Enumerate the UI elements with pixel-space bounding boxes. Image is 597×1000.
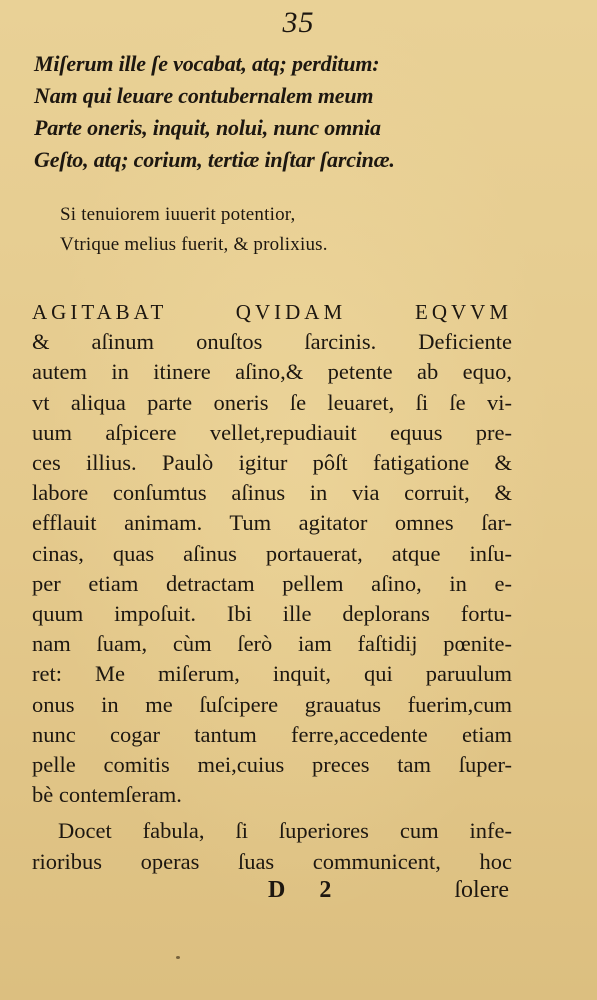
distich-line: Vtrique melius fuerit, & prolixius. — [60, 234, 328, 255]
fable-opening: AGITABAT QVIDAM EQVVM — [32, 300, 512, 324]
fable-line: per etiam detractam pellem aſino, in e- — [32, 570, 512, 596]
fable-line: vt aliqua parte oneris ſe leuaret, ſi ſe vi- — [32, 389, 512, 415]
distich-block — [60, 200, 328, 260]
moral-line: rioribus operas ſuas communicent, hoc — [32, 849, 512, 874]
fable-line: nam ſuam, cùm ſerò iam faſtidij pœnite- — [32, 631, 512, 657]
fable-text — [32, 297, 512, 810]
verse-line: Geſto, atq; corium, tertiæ inſtar ſarcinæ. — [34, 147, 395, 172]
page-footer — [0, 877, 597, 911]
paper-speck — [176, 956, 180, 959]
fable-line: cinas, quas aſinus portauerat, atque inſu- — [32, 540, 512, 566]
fable-line: bè contemſeram. — [32, 782, 182, 808]
fable-line: quum impoſuit. Ibi ille deplorans fortu- — [32, 601, 512, 627]
fable-line: efflauit animam. Tum agitator omnes ſar- — [32, 510, 512, 536]
fable-line: ret: Me miſerum, inquit, qui paruulum — [32, 661, 512, 687]
fable-line: nunc cogar tantum ferre,accedente etiam — [32, 721, 512, 747]
verse-line: Nam qui leuare contubernalem meum — [34, 83, 374, 108]
fable-line: ces illius. Paulò igitur pôſt fatigatione & — [32, 450, 512, 476]
moral-line: Docet fabula, ſi ſuperiores cum infe- — [58, 818, 512, 843]
fable-line: pelle comitis mei,cuius preces tam ſuper- — [32, 752, 512, 778]
verse-line: Miſerum ille ſe vocabat, atq; perditum: — [34, 51, 380, 76]
moral-text — [32, 815, 512, 877]
fable-line: autem in itinere aſino,& petente ab equo, — [32, 359, 512, 385]
catchword: ſolere — [454, 877, 509, 903]
fable-line: onus in me ſuſcipere grauatus fuerim,cum — [32, 691, 512, 717]
signature-mark: D 2 — [268, 877, 346, 903]
fable-line: uum aſpicere vellet,repudiauit equus pre- — [32, 419, 512, 445]
fable-line: labore conſumtus aſinus in via corruit, & — [32, 480, 512, 506]
verse-line: Parte oneris, inquit, nolui, nunc omnia — [34, 115, 381, 140]
distich-line: Si tenuiorem iuuerit potentior, — [60, 204, 296, 225]
page-number: 35 — [282, 6, 315, 39]
verse-block — [34, 48, 395, 176]
fable-line: & aſinum onuſtos ſarcinis. Deficiente — [32, 329, 512, 355]
